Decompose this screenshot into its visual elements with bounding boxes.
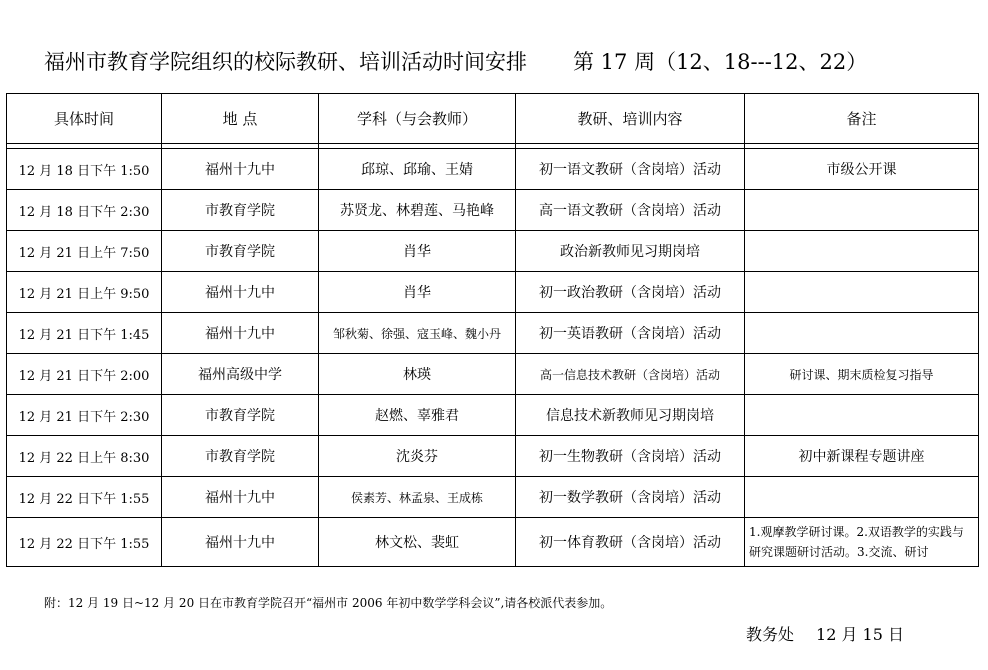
cell-content: 初一政治教研（含岗培）活动 xyxy=(516,272,745,313)
cell-content: 初一数学教研（含岗培）活动 xyxy=(516,477,745,518)
cell-place: 福州十九中 xyxy=(162,313,319,354)
cell-place: 市教育学院 xyxy=(162,190,319,231)
cell-place: 福州高级中学 xyxy=(162,354,319,395)
cell-place: 市教育学院 xyxy=(162,395,319,436)
cell-place: 市教育学院 xyxy=(162,231,319,272)
table-row xyxy=(7,436,979,477)
signature-office: 教务处 xyxy=(746,625,795,644)
cell-time: 12 月 22 日上午 8:30 xyxy=(7,436,162,477)
cell-place: 福州十九中 xyxy=(162,518,319,567)
cell-content: 初一英语教研（含岗培）活动 xyxy=(516,313,745,354)
cell-time: 12 月 21 日上午 9:50 xyxy=(7,272,162,313)
footnote: 附：12 月 19 日~12 月 20 日在市教育学院召开“福州市 2006 年初中数学学科会议”,请各校派代表参加。 xyxy=(44,596,613,610)
signature xyxy=(746,622,904,645)
cell-time: 12 月 21 日上午 7:50 xyxy=(7,231,162,272)
table-row xyxy=(7,518,979,567)
header-time: 具体时间 xyxy=(7,94,162,144)
schedule-table xyxy=(6,93,979,567)
cell-note xyxy=(745,477,979,518)
page-title xyxy=(44,46,867,76)
table-row xyxy=(7,190,979,231)
cell-teachers: 沈炎芬 xyxy=(319,436,516,477)
cell-note xyxy=(745,190,979,231)
cell-teachers: 林文松、裴虹 xyxy=(319,518,516,567)
cell-note xyxy=(745,231,979,272)
cell-note xyxy=(745,395,979,436)
table-row xyxy=(7,149,979,190)
table-row xyxy=(7,313,979,354)
cell-teachers: 侯素芳、林孟泉、王成栋 xyxy=(319,477,516,518)
table-row xyxy=(7,477,979,518)
cell-content: 信息技术新教师见习期岗培 xyxy=(516,395,745,436)
cell-note: 1.观摩教学研讨课。2.双语教学的实践与研究课题研讨活动。3.交流、研讨 xyxy=(745,518,979,567)
cell-place: 福州十九中 xyxy=(162,477,319,518)
cell-content: 高一语文教研（含岗培）活动 xyxy=(516,190,745,231)
header-place: 地 点 xyxy=(162,94,319,144)
header-teachers: 学科（与会教师） xyxy=(319,94,516,144)
cell-time: 12 月 21 日下午 1:45 xyxy=(7,313,162,354)
cell-note: 初中新课程专题讲座 xyxy=(745,436,979,477)
schedule-title: 福州市教育学院组织的校际教研、培训活动时间安排 xyxy=(44,50,527,74)
cell-teachers: 苏贤龙、林碧莲、马艳峰 xyxy=(319,190,516,231)
cell-place: 福州十九中 xyxy=(162,272,319,313)
cell-place: 福州十九中 xyxy=(162,149,319,190)
cell-content: 政治新教师见习期岗培 xyxy=(516,231,745,272)
header-content: 教研、培训内容 xyxy=(516,94,745,144)
cell-place: 市教育学院 xyxy=(162,436,319,477)
header-note: 备注 xyxy=(745,94,979,144)
cell-time: 12 月 21 日下午 2:00 xyxy=(7,354,162,395)
cell-note: 研讨课、期末质检复习指导 xyxy=(745,354,979,395)
cell-time: 12 月 18 日下午 1:50 xyxy=(7,149,162,190)
cell-time: 12 月 22 日下午 1:55 xyxy=(7,477,162,518)
table-row xyxy=(7,354,979,395)
cell-note xyxy=(745,272,979,313)
table-header-row xyxy=(7,94,979,144)
cell-content: 高一信息技术教研（含岗培）活动 xyxy=(516,354,745,395)
cell-content: 初一体育教研（含岗培）活动 xyxy=(516,518,745,567)
cell-content: 初一语文教研（含岗培）活动 xyxy=(516,149,745,190)
cell-time: 12 月 22 日下午 1:55 xyxy=(7,518,162,567)
cell-teachers: 邹秋菊、徐强、寇玉峰、魏小丹 xyxy=(319,313,516,354)
cell-time: 12 月 21 日下午 2:30 xyxy=(7,395,162,436)
cell-note xyxy=(745,313,979,354)
cell-teachers: 邱琼、邱瑜、王婧 xyxy=(319,149,516,190)
table-row xyxy=(7,272,979,313)
cell-teachers: 林瑛 xyxy=(319,354,516,395)
signature-date: 12 月 15 日 xyxy=(816,625,904,644)
table-row xyxy=(7,231,979,272)
cell-time: 12 月 18 日下午 2:30 xyxy=(7,190,162,231)
cell-teachers: 赵燃、辜雅君 xyxy=(319,395,516,436)
table-row xyxy=(7,395,979,436)
cell-teachers: 肖华 xyxy=(319,231,516,272)
cell-teachers: 肖华 xyxy=(319,272,516,313)
week-range: 第 17 周（12、18---12、22） xyxy=(573,50,868,74)
cell-content: 初一生物教研（含岗培）活动 xyxy=(516,436,745,477)
cell-note: 市级公开课 xyxy=(745,149,979,190)
